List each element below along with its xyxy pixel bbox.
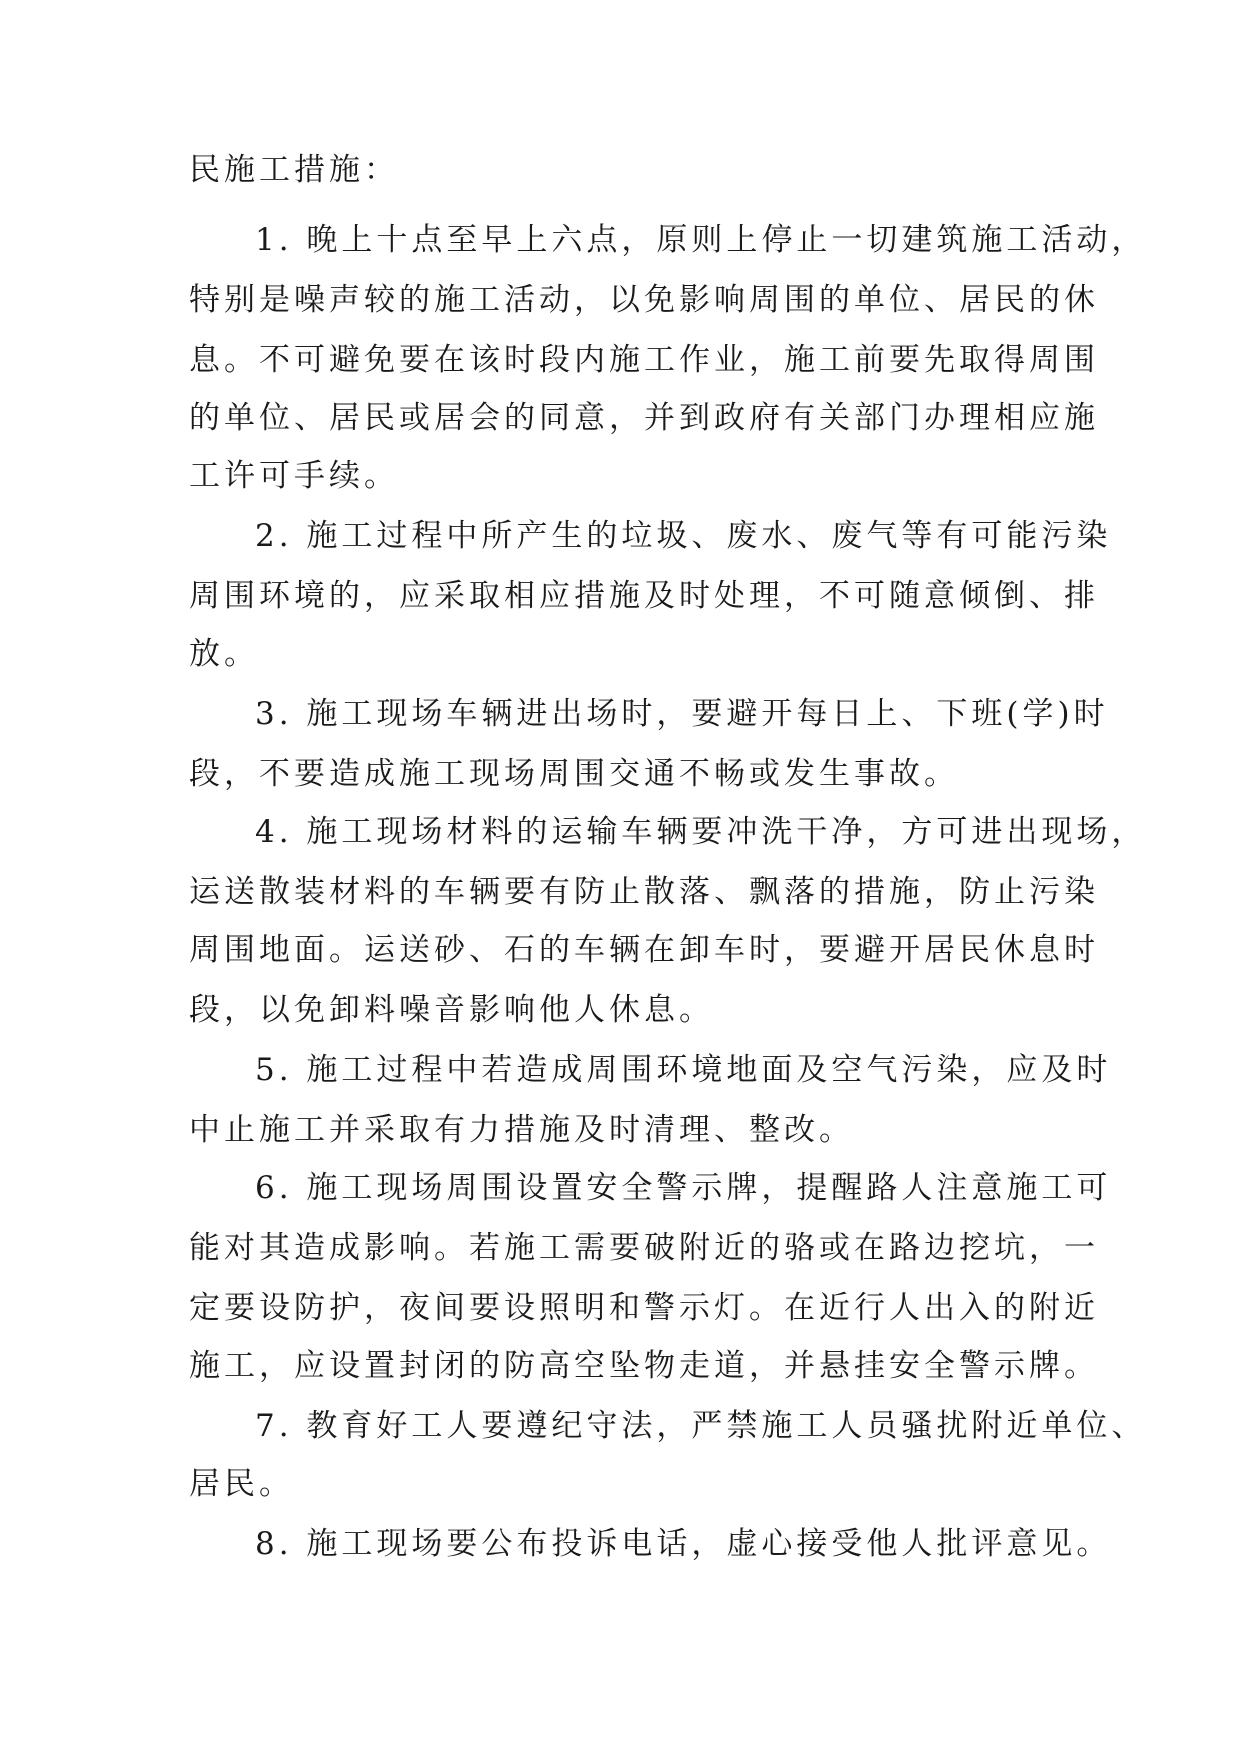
text-line — [0, 1514, 1241, 1574]
line-text: 放。 — [189, 636, 259, 672]
line-text: 运送散装材料的车辆要有防止散落、飘落的措施，防止污染 — [189, 874, 1099, 910]
line-text: 2. 施工过程中所产生的垃圾、废水、废气等有可能污染 — [255, 518, 1112, 554]
line-text: 7. 教育好工人要遵纪守法，严禁施工人员骚扰附近单位、 — [255, 1408, 1147, 1444]
text-line — [0, 980, 1241, 1040]
text-line — [0, 802, 1241, 862]
line-text: 周围环境的，应采取相应措施及时处理，不可随意倾倒、排 — [189, 578, 1099, 614]
line-text: 周围地面。运送砂、石的车辆在卸车时，要避开居民休息时 — [189, 932, 1099, 968]
text-line — [0, 1100, 1241, 1160]
line-text: 4. 施工现场材料的运输车辆要冲洗干净，方可进出现场， — [255, 814, 1147, 850]
text-line — [0, 1396, 1241, 1456]
line-text: 的单位、居民或居会的同意，并到政府有关部门办理相应施 — [189, 400, 1099, 436]
text-line — [0, 140, 1241, 200]
line-text: 施工，应设置封闭的防高空坠物走道，并悬挂安全警示牌。 — [189, 1348, 1099, 1384]
text-line — [0, 506, 1241, 566]
line-text: 段，以免卸料噪音影响他人休息。 — [189, 992, 714, 1028]
line-text: 工许可手续。 — [189, 458, 399, 494]
line-text: 定要设防护，夜间要设照明和警示灯。在近行人出入的附近 — [189, 1290, 1099, 1326]
text-line — [0, 862, 1241, 922]
text-line — [0, 1278, 1241, 1338]
text-line — [0, 446, 1241, 506]
text-line — [0, 566, 1241, 626]
text-line — [0, 1454, 1241, 1514]
line-text: 3. 施工现场车辆进出场时，要避开每日上、下班(学)时 — [255, 696, 1109, 732]
text-line — [0, 210, 1241, 270]
text-line — [0, 388, 1241, 448]
line-text: 居民。 — [189, 1466, 294, 1502]
line-text: 段，不要造成施工现场周围交通不畅或发生事故。 — [189, 756, 959, 792]
line-text: 8. 施工现场要公布投诉电话，虚心接受他人批评意见。 — [255, 1526, 1112, 1562]
text-line — [0, 684, 1241, 744]
line-text: 1. 晚上十点至早上六点，原则上停止一切建筑施工活动， — [255, 222, 1147, 258]
line-text: 5. 施工过程中若造成周围环境地面及空气污染，应及时 — [255, 1052, 1112, 1088]
text-line — [0, 1040, 1241, 1100]
text-line — [0, 1218, 1241, 1278]
text-line — [0, 1158, 1241, 1218]
line-text: 中止施工并采取有力措施及时清理、整改。 — [189, 1112, 854, 1148]
line-text: 能对其造成影响。若施工需要破附近的骆或在路边挖坑，一 — [189, 1230, 1099, 1266]
text-line — [0, 330, 1241, 390]
text-line — [0, 1336, 1241, 1396]
line-text: 特别是噪声较的施工活动，以免影响周围的单位、居民的休 — [189, 282, 1099, 318]
text-line — [0, 744, 1241, 804]
text-line — [0, 270, 1241, 330]
line-text: 息。不可避免要在该时段内施工作业，施工前要先取得周围 — [189, 342, 1099, 378]
line-text: 6. 施工现场周围设置安全警示牌，提醒路人注意施工可 — [255, 1170, 1112, 1206]
line-text: 民施工措施： — [189, 152, 399, 188]
text-line — [0, 920, 1241, 980]
text-line — [0, 624, 1241, 684]
